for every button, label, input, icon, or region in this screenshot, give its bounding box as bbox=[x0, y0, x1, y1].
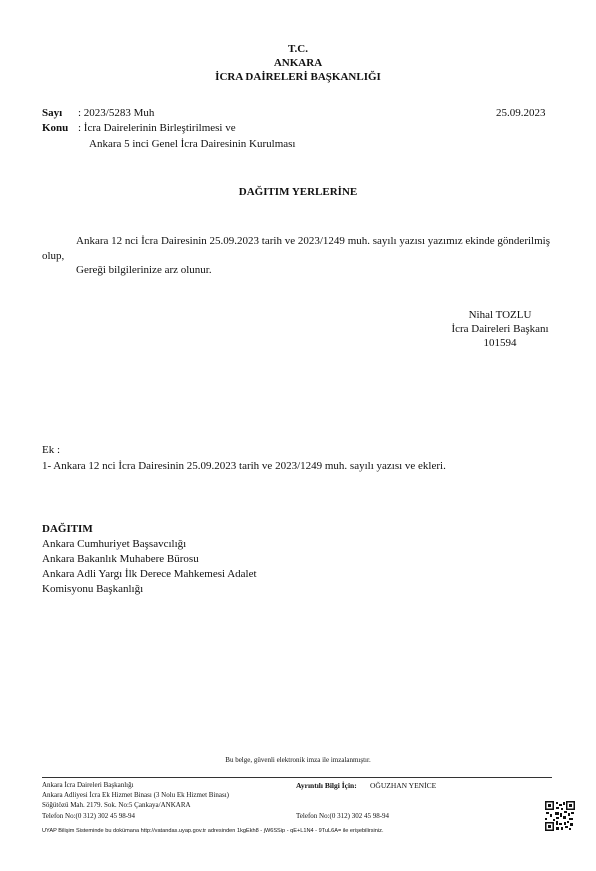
distribution-item: Ankara Cumhuriyet Başsavcılığı bbox=[42, 538, 187, 550]
footer-phone-right: Telefon No:(0 312) 302 45 98-94 bbox=[296, 812, 390, 820]
body-closing: Gereği bilgilerinize arz olunur. bbox=[76, 264, 212, 276]
konu-value-line2: Ankara 5 inci Genel İcra Dairesinin Kurulması bbox=[89, 138, 296, 150]
konu-value-line1: : İcra Dairelerinin Birleştirilmesi ve bbox=[78, 122, 236, 134]
sayi-label: Sayı bbox=[42, 107, 63, 119]
footer-info-label: Ayrıntılı Bilgi İçin: bbox=[296, 781, 357, 790]
sayi-value: : 2023/5283 Muh bbox=[78, 107, 155, 119]
body-paragraph: Ankara 12 nci İcra Dairesinin 25.09.2023 tarih ve 2023/1249 muh. sayılı yazısı yazımız ekinde gönderilmiş olup, bbox=[42, 235, 550, 262]
distribution-item: Komisyonu Başkanlığı bbox=[42, 583, 144, 595]
signatory-number: 101594 bbox=[483, 337, 517, 349]
document-date: 25.09.2023 bbox=[496, 107, 546, 119]
qr-code-icon bbox=[545, 801, 575, 831]
footer-org: Ankara İcra Daireleri Başkanlığı bbox=[42, 781, 134, 789]
header-tc: T.C. bbox=[288, 43, 308, 55]
signatory-title: İcra Daireleri Başkanı bbox=[451, 323, 549, 335]
attachments-label: Ek : bbox=[42, 444, 61, 456]
header-institution: İCRA DAİRELERİ BAŞKANLIĞI bbox=[215, 71, 381, 83]
footer-rule bbox=[42, 777, 552, 778]
header-city: ANKARA bbox=[273, 57, 323, 69]
distribution-item: Ankara Adli Yargı İlk Derece Mahkemesi Adalet bbox=[42, 568, 257, 580]
attachment-item: 1- Ankara 12 nci İcra Dairesinin 25.09.2023 tarih ve 2023/1249 muh. sayılı yazısı ve ekleri. bbox=[42, 460, 446, 472]
distribution-title: DAĞITIM bbox=[42, 523, 93, 535]
footer-phone-left: Telefon No:(0 312) 302 45 98-94 bbox=[42, 812, 136, 820]
esign-note: Bu belge, güvenli elektronik imza ile imzalanmıştır. bbox=[225, 756, 371, 764]
distribution-item: Ankara Bakanlık Muhabere Bürosu bbox=[42, 553, 199, 565]
addressee: DAĞITIM YERLERİNE bbox=[238, 186, 358, 198]
footer-address: Söğütözü Mah. 2179. Sok. No:5 Çankaya/ANKARA bbox=[42, 801, 191, 809]
footer-verification: UYAP Bilişim Sisteminde bu dokümana http://vatandas.uyap.gov.tr adresinden 1kgEkh8 - jW6SSip - qE+L1N4 - 9TuL6A= ile erişebilirsiniz. bbox=[42, 828, 384, 834]
signatory-name: Nihal TOZLU bbox=[468, 309, 532, 321]
konu-label: Konu bbox=[42, 122, 69, 134]
footer-building: Ankara Adliyesi İcra Ek Hizmet Binası (3 Nolu Ek Hizmet Binası) bbox=[42, 791, 230, 799]
footer-info-person: OĞUZHAN YENİCE bbox=[370, 781, 437, 790]
